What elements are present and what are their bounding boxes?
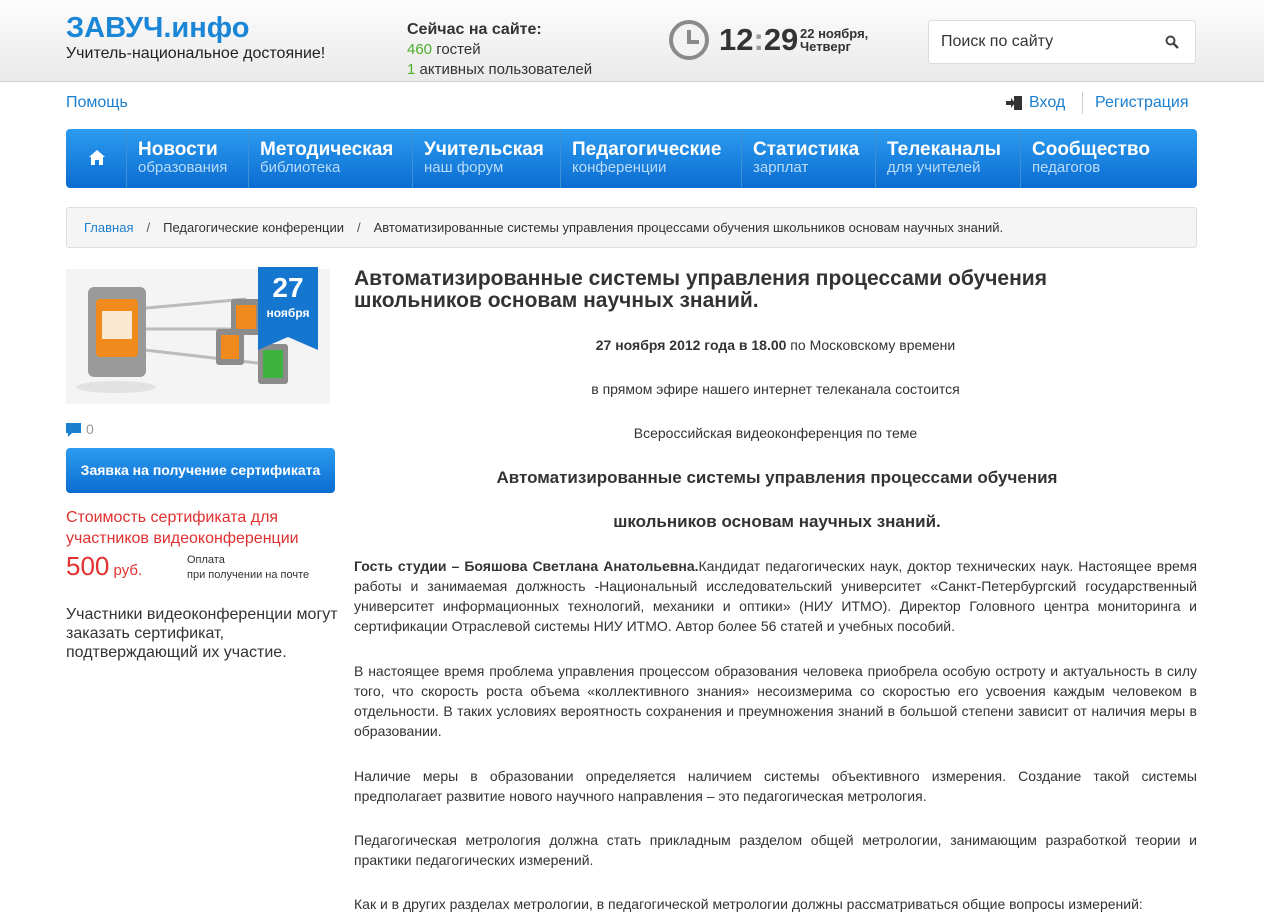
breadcrumb [66,207,1197,248]
nav-item-main: Сообщество [1032,139,1150,160]
price-note [187,553,309,583]
nav-item-sub: для учителей [887,159,981,176]
nav-item-news[interactable] [127,129,249,188]
nav-item-tv-channels[interactable] [876,129,1021,188]
nav-item-sub: педагогов [1032,159,1101,176]
nav-item-sub: конференции [572,159,667,176]
comment-icon[interactable] [66,423,81,437]
clock-minutes: 29 [763,22,799,57]
nav-item-main: Новости [138,139,218,160]
clock-colon: : [753,22,764,57]
nav-item-sub: наш форум [424,159,504,176]
price-note-line2: при получении на почте [187,569,310,581]
nav-item-community[interactable] [1021,129,1197,188]
date-weekday: Четверг [800,39,851,54]
article-paragraph: Как и в других разделах метрологии, в педагогической метрологии должны рассматриваться общие вопросы измерений: [354,896,1143,912]
article-live-line: в прямом эфире нашего интернет телеканала состоится [591,381,960,397]
article-paragraph: Педагогическая метрология должна стать прикладным разделом общей метрологии, занимающим разработкой теории и практики педагогических измерений. [354,832,1197,868]
link-divider [1082,92,1083,114]
article-topic-line2: школьников основам научных знаний. [613,512,941,531]
nav-item-main: Статистика [753,139,860,160]
search-input[interactable]: Поиск по сайту [941,33,1054,50]
breadcrumb-current: Автоматизированные системы управления процессами обучения школьников основам научных знаний. [373,220,1004,235]
nav-item-library[interactable] [249,129,413,188]
participants-info: Участники видеоконференции могут заказать сертификат, подтверждающий их участие. [66,606,338,661]
badge-month: ноября [266,306,310,320]
article-paragraph: В настоящее время проблема управления процессом образования человека приобрела особую остроту и актуальность в силу того, что скорость роста объема «коллективного знания» несоизмерима со скоростью его усвоения каждым человеком в отдельности. В таких условиях вероятность сохранения и преумножения знаний в большой степени зависит от наличия меры в образовании. [354,663,1197,739]
active-users-count: 1 [407,61,416,78]
breadcrumb-section[interactable]: Педагогические конференции [163,220,344,235]
breadcrumb-divider: / [146,220,151,235]
price-currency: руб. [109,562,143,579]
site-header [0,0,1264,82]
nav-item-main: Учительская [424,139,544,160]
clock-date [800,27,868,53]
article-timezone: по Московскому времени [786,337,956,353]
online-stats [407,20,592,80]
login-icon[interactable] [1005,95,1023,111]
nav-item-main: Педагогические [572,139,722,160]
guest-name: Гость студии – Бояшова Светлана Анатольевна. [354,558,699,574]
clock-time [719,22,798,58]
site-slogan: Учитель-национальное достояние! [66,45,326,62]
certificate-request-button[interactable]: Заявка на получение сертификата [66,448,335,493]
badge-day: 27 [272,272,304,303]
breadcrumb-divider: / [356,220,361,235]
guest-bio: Кандидат педагогических наук, доктор технических наук. Настоящее время работы и занимаемая должность -Национальный исследовательский университет «Санкт-Петербургский государственный университет информационных технологий, механики и оптики» (НИУ ИТМО). Директор Головного центра мониторинга и сертификации Отраслевой системы НИУ ИТМО. Автор более 56 статей и учебных пособий. [354,558,1198,634]
date-day: 22 ноября, [800,26,869,41]
price-note-line1: Оплата [187,554,225,566]
article-topic-line1: Автоматизированные системы управления процессами обучения [496,468,1058,487]
login-link[interactable]: Вход [1029,94,1066,111]
article-date: 27 ноября 2012 года в 18.00 [595,337,787,353]
article-paragraph: Наличие меры в образовании определяется наличием системы объективного измерения. Создание такой системы предполагает развитие нового научного направления – это педагогическая метрология. [354,768,1197,804]
search-box[interactable] [928,20,1196,64]
nav-item-sub: библиотека [260,159,341,176]
article-date-line [354,337,1197,353]
nav-item-main: Методическая [260,139,394,160]
site-logo[interactable]: ЗАВУЧ.инфо [66,12,250,44]
guests-label: гостей [432,41,481,58]
nav-item-sub: зарплат [753,159,809,176]
nav-item-sub: образования [138,159,228,176]
home-icon [89,150,105,165]
certificate-price-title: Стоимость сертификата для участников видеоконференции [66,509,299,547]
nav-home[interactable] [66,129,127,188]
article-title: Автоматизированные системы управления процессами обучения школьников основам научных знаний. [354,267,1047,312]
price-value: 500 [66,551,110,581]
online-title: Сейчас на сайте: [407,21,542,38]
nav-item-salary-stats[interactable] [742,129,876,188]
nav-item-forum[interactable] [413,129,561,188]
search-icon[interactable] [1165,35,1179,49]
comment-count[interactable]: 0 [86,421,94,437]
main-navigation [66,129,1197,188]
help-link[interactable]: Помощь [66,94,128,111]
guests-count: 460 [407,41,433,58]
register-link[interactable]: Регистрация [1095,94,1189,111]
nav-item-main: Телеканалы [887,139,1002,160]
clock-icon [669,20,709,60]
clock-hours: 12 [719,22,754,57]
active-users-label: активных пользователей [415,61,593,78]
nav-item-conferences[interactable] [561,129,742,188]
article-paragraph-guest [354,556,1197,636]
breadcrumb-home[interactable]: Главная [84,220,134,235]
certificate-price [66,551,142,582]
article-conference-line: Всероссийская видеоконференция по теме [633,425,918,441]
